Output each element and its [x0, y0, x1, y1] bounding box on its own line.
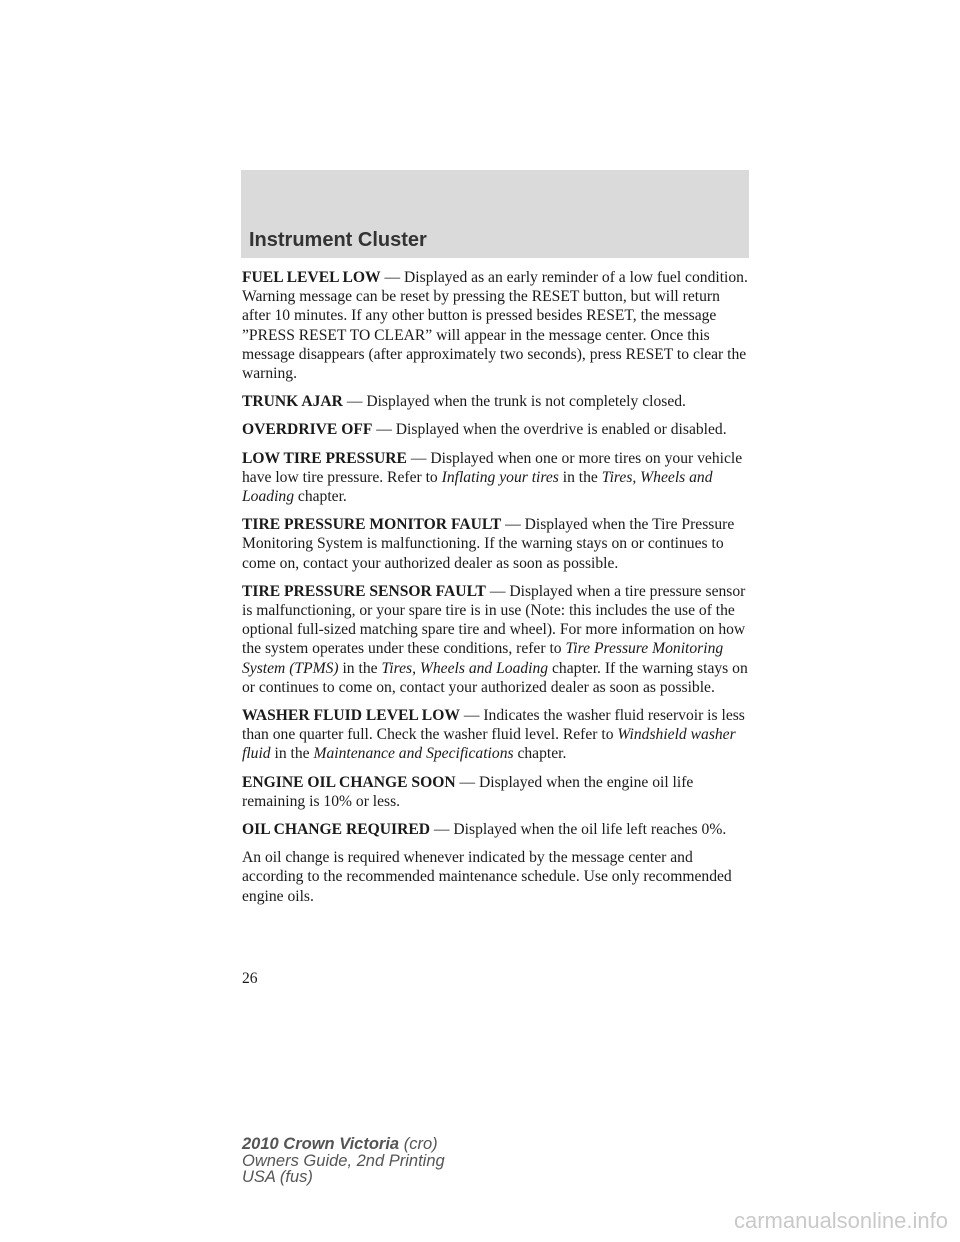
footer-region-code: (fus): [275, 1168, 313, 1186]
paragraph-tire-pressure-sensor-fault: [242, 582, 752, 697]
paragraph-trunk-ajar: [242, 392, 752, 411]
description: — Displayed when the overdrive is enabled or disabled.: [372, 421, 727, 439]
description: — Displayed as an early reminder of a low fuel condition. Warning message can be reset by pressing the RESET button, but will return after 10 minutes. If any other button is pressed besides RESET, the message ”PRESS RESET TO CLEAR” will appear in the message center. Once this message disappears (after approximately two seconds), press RESET to clear the warning.: [242, 269, 748, 383]
description: — Displayed when the oil life left reaches 0%.: [430, 821, 727, 839]
description: in the: [558, 468, 602, 486]
description: in the: [338, 659, 382, 677]
footer-line-model: [242, 1136, 445, 1153]
paragraph-washer-fluid-level-low: [242, 706, 752, 764]
term: ENGINE OIL CHANGE SOON: [242, 773, 456, 791]
chapter-reference: Tires, Wheels and Loading: [381, 659, 549, 677]
term: LOW TIRE PRESSURE: [242, 449, 407, 467]
description: chapter.: [513, 745, 567, 763]
chapter-reference: Maintenance and Specifications: [313, 745, 514, 763]
description: — Displayed when a tire pressure sensor is malfunctioning, or your spare tire is in use (Note: this includes the use of the optional full-sized matching spare tire and wheel). For more information on how the system operates under these conditions, refer to: [242, 582, 746, 658]
footer-model-code: (cro): [399, 1135, 438, 1153]
site-watermark: carmanualsonline.info: [733, 1208, 948, 1233]
paragraph-low-tire-pressure: [242, 449, 752, 507]
term: OIL CHANGE REQUIRED: [242, 821, 431, 839]
term: TIRE PRESSURE MONITOR FAULT: [242, 516, 502, 534]
description: — Displayed when the trunk is not completely closed.: [342, 393, 686, 411]
cross-reference: Windshield washer fluid: [242, 726, 736, 763]
paragraph-tire-pressure-monitor-fault: [242, 515, 752, 573]
description: chapter.: [294, 488, 347, 506]
description: — Displayed when the Tire Pressure Monitoring System is malfunctioning. If the warning stays on or continues to come on, contact your authorized dealer as soon as possible.: [242, 516, 735, 572]
term: TIRE PRESSURE SENSOR FAULT: [242, 582, 486, 600]
cross-reference: Tire Pressure Monitoring System (TPMS): [242, 640, 724, 677]
cross-reference: Inflating your tires: [441, 468, 559, 486]
description: An oil change is required whenever indicated by the message center and according to the recommended maintenance schedule. Use only recommended engine oils.: [242, 849, 732, 905]
description: — Displayed when one or more tires on your vehicle have low tire pressure. Refer to: [242, 449, 743, 486]
document-footer: [242, 1136, 445, 1186]
term: FUEL LEVEL LOW: [242, 269, 381, 286]
page-content: [242, 268, 752, 915]
page-number: 26: [242, 970, 258, 987]
section-title: Instrument Cluster: [249, 229, 427, 251]
paragraph-oil-change-note: [242, 848, 752, 906]
description: — Indicates the washer fluid reservoir is less than one quarter full. Check the washer fluid level. Refer to: [242, 707, 745, 744]
footer-model-name: 2010 Crown Victoria: [242, 1135, 400, 1153]
paragraph-fuel-level-low: [242, 268, 752, 383]
description: — Displayed when the engine oil life remaining is 10% or less.: [242, 773, 694, 810]
paragraph-oil-change-required: [242, 820, 752, 839]
term: OVERDRIVE OFF: [242, 421, 373, 439]
term: TRUNK AJAR: [242, 393, 343, 411]
footer-region-name: USA: [242, 1168, 276, 1186]
paragraph-engine-oil-change-soon: [242, 773, 752, 811]
description: chapter. If the warning stays on or continues to come on, contact your authorized dealer as soon as possible.: [242, 659, 748, 696]
footer-line-region: [242, 1169, 445, 1186]
paragraph-overdrive-off: [242, 420, 752, 439]
section-header: [241, 170, 749, 258]
term: WASHER FLUID LEVEL LOW: [242, 707, 460, 725]
footer-line-edition: Owners Guide, 2nd Printing: [242, 1151, 445, 1170]
description: in the: [270, 745, 314, 763]
chapter-reference: Tires, Wheels and Loading: [242, 468, 713, 506]
